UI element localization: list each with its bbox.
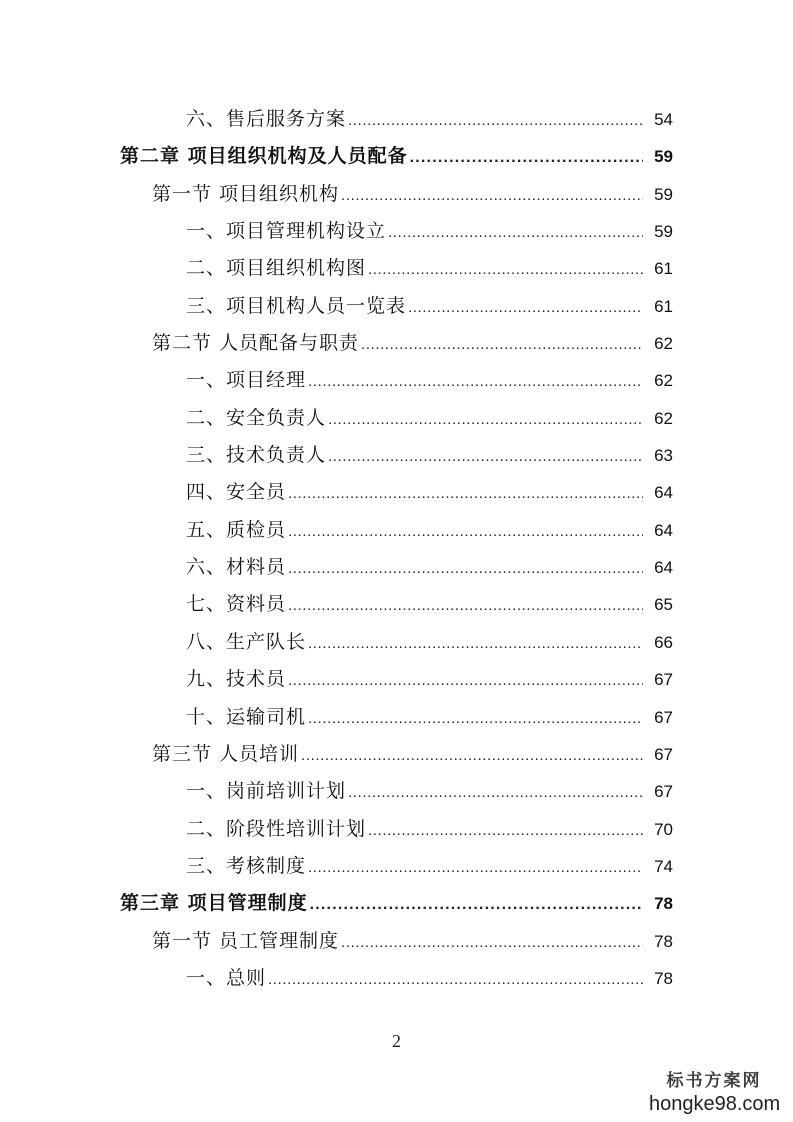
toc-entry-title: 第三章 项目管理制度 [120, 892, 308, 915]
toc-entry-item[interactable] [0, 362, 793, 399]
toc-entry-page: 62 [654, 334, 673, 354]
toc-dot-leader [328, 438, 643, 475]
toc-entry-title: 第二章 项目组织机构及人员配备 [120, 145, 408, 168]
watermark-title: 标书方案网 [666, 1071, 762, 1091]
toc-entry-title: 第一节 项目组织机构 [152, 182, 340, 205]
toc-entry-page: 62 [654, 371, 673, 391]
toc-entry-item[interactable] [0, 586, 793, 623]
toc-dot-leader [348, 102, 643, 139]
toc-entry-page: 64 [654, 483, 673, 503]
toc-entry-title: 第二节 人员配备与职责 [152, 332, 360, 355]
toc-entry-title: 一、项目经理 [186, 369, 307, 392]
toc-entry-page: 59 [654, 184, 673, 204]
toc-entry-page: 59 [654, 147, 673, 167]
toc-dot-leader [308, 625, 643, 662]
toc-entry-page: 78 [654, 968, 673, 988]
toc-entry-page: 54 [654, 110, 673, 129]
toc-entry-title: 一、岗前培训计划 [186, 780, 347, 803]
toc-entry-page: 67 [654, 782, 673, 802]
toc-entry-page: 64 [654, 558, 673, 578]
toc-entry-page: 63 [654, 446, 673, 466]
watermark-url: hongke98.com [649, 1093, 781, 1115]
toc-entry-title: 二、安全负责人 [186, 406, 327, 429]
toc-dot-leader [361, 326, 643, 363]
toc-entry-title: 七、资料员 [186, 593, 287, 616]
toc-entry-page: 67 [654, 744, 673, 764]
toc-dot-leader [308, 849, 643, 886]
page-number: 2 [392, 1031, 401, 1051]
toc-dot-leader [288, 587, 643, 624]
toc-entry-page: 74 [654, 856, 673, 876]
toc-entry-page: 62 [654, 408, 673, 428]
toc-dot-leader [348, 774, 643, 811]
toc-entry-item[interactable] [0, 811, 793, 848]
toc-dot-leader [288, 662, 643, 699]
toc-entry-item[interactable] [0, 400, 793, 437]
toc-entry-item[interactable] [0, 699, 793, 736]
toc-entry-title: 一、项目管理机构设立 [186, 220, 387, 243]
toc-entry-title: 十、运输司机 [186, 705, 307, 728]
table-of-contents [0, 101, 793, 997]
toc-entry-page: 66 [654, 632, 673, 652]
toc-entry-item[interactable] [0, 960, 793, 997]
toc-entry-title: 三、项目机构人员一览表 [186, 294, 407, 317]
toc-entry-item[interactable] [0, 250, 793, 287]
toc-entry-page: 78 [654, 931, 673, 951]
toc-entry-page: 67 [654, 670, 673, 690]
toc-entry-page: 65 [654, 595, 673, 615]
toc-dot-leader [310, 886, 643, 923]
toc-entry-item[interactable] [0, 549, 793, 586]
toc-dot-leader [388, 214, 643, 251]
toc-dot-leader [268, 961, 643, 998]
toc-entry-section[interactable] [0, 736, 793, 773]
toc-dot-leader [328, 401, 643, 438]
toc-entry-item[interactable] [0, 213, 793, 250]
toc-entry-item[interactable] [0, 848, 793, 885]
toc-entry-page: 78 [654, 894, 673, 914]
toc-entry-page: 67 [654, 707, 673, 727]
toc-entry-section[interactable] [0, 923, 793, 960]
toc-entry-item[interactable] [0, 624, 793, 661]
toc-entry-title: 第一节 员工管理制度 [152, 929, 340, 952]
toc-entry-title: 二、项目组织机构图 [186, 257, 367, 280]
toc-dot-leader [408, 289, 643, 326]
toc-dot-leader [341, 177, 643, 214]
toc-dot-leader [368, 812, 643, 849]
toc-entry-page: 59 [654, 222, 673, 242]
toc-entry-item[interactable] [0, 101, 793, 138]
toc-entry-item[interactable] [0, 773, 793, 810]
toc-dot-leader [341, 924, 643, 961]
toc-entry-item[interactable] [0, 288, 793, 325]
toc-entry-chapter[interactable] [0, 885, 793, 922]
toc-entry-chapter[interactable] [0, 138, 793, 175]
toc-dot-leader [288, 475, 643, 512]
toc-entry-title: 八、生产队长 [186, 630, 307, 653]
toc-entry-item[interactable] [0, 661, 793, 698]
toc-entry-title: 九、技术员 [186, 668, 287, 691]
watermark [649, 1070, 779, 1116]
toc-entry-item[interactable] [0, 437, 793, 474]
toc-entry-title: 四、安全员 [186, 481, 287, 504]
toc-entry-page: 70 [654, 819, 673, 839]
toc-dot-leader [288, 513, 643, 550]
toc-entry-title: 六、材料员 [186, 556, 287, 579]
toc-entry-item[interactable] [0, 512, 793, 549]
toc-dot-leader [301, 737, 643, 774]
toc-entry-section[interactable] [0, 176, 793, 213]
toc-dot-leader [410, 139, 643, 176]
toc-entry-page: 61 [654, 259, 673, 279]
toc-dot-leader [288, 550, 643, 587]
toc-dot-leader [308, 700, 643, 737]
toc-dot-leader [368, 251, 643, 288]
toc-entry-page: 61 [654, 296, 673, 316]
toc-entry-title: 三、考核制度 [186, 854, 307, 877]
toc-entry-page: 64 [654, 520, 673, 540]
toc-entry-title: 二、阶段性培训计划 [186, 817, 367, 840]
toc-entry-title: 三、技术负责人 [186, 444, 327, 467]
toc-entry-title: 五、质检员 [186, 518, 287, 541]
toc-entry-title: 一、总则 [186, 966, 267, 989]
toc-entry-title: 六、售后服务方案 [186, 108, 347, 130]
toc-entry-title: 第三节 人员培训 [152, 742, 300, 765]
toc-entry-section[interactable] [0, 325, 793, 362]
toc-dot-leader [308, 363, 643, 400]
toc-entry-item[interactable] [0, 474, 793, 511]
